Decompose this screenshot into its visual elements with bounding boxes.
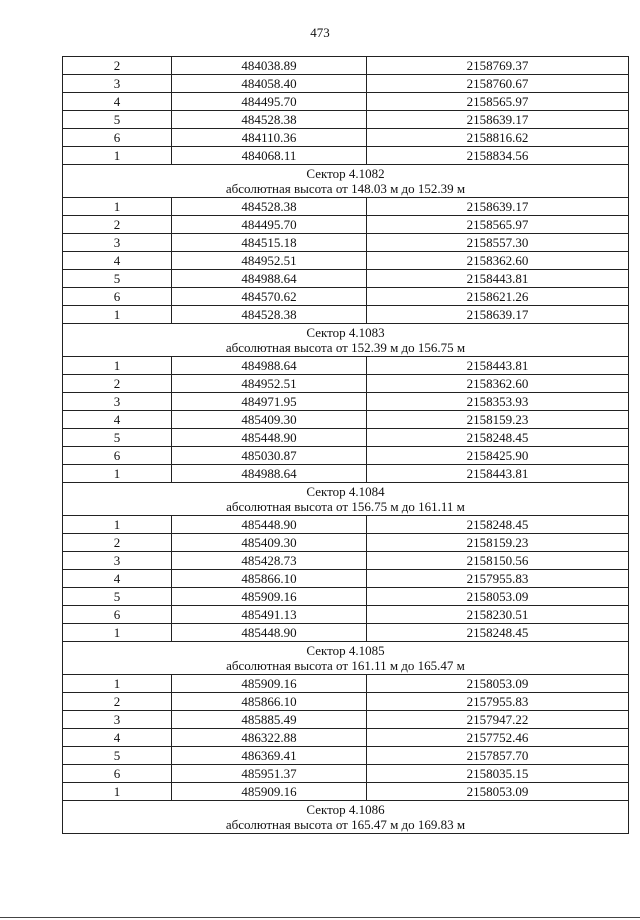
coordinate-x: 484528.38 [172,306,367,324]
coordinate-y: 2158565.97 [367,93,629,111]
sector-header-row [63,642,629,675]
table-row [63,57,629,75]
coordinate-y: 2158425.90 [367,447,629,465]
table-row [63,783,629,801]
coordinate-x: 484515.18 [172,234,367,252]
table-row [63,393,629,411]
coordinate-x: 484058.40 [172,75,367,93]
point-number: 1 [63,675,172,693]
table-row [63,375,629,393]
table-row [63,288,629,306]
coordinate-x: 484110.36 [172,129,367,147]
table-row [63,93,629,111]
coordinate-y: 2158639.17 [367,111,629,129]
point-number: 6 [63,765,172,783]
point-number: 5 [63,111,172,129]
coordinate-x: 484988.64 [172,465,367,483]
coordinate-x: 486369.41 [172,747,367,765]
coordinate-y: 2158639.17 [367,198,629,216]
table-row [63,693,629,711]
sector-title: Сектор 4.1083 [306,325,385,340]
sector-height-range: абсолютная высота от 152.39 м до 156.75 м [225,340,466,355]
point-number: 1 [63,783,172,801]
coordinate-y: 2158053.09 [367,588,629,606]
point-number: 5 [63,747,172,765]
sector-header-row [63,165,629,198]
coordinate-x: 484952.51 [172,375,367,393]
coordinate-y: 2158053.09 [367,675,629,693]
point-number: 4 [63,411,172,429]
coordinate-x: 485909.16 [172,783,367,801]
coordinate-x: 485909.16 [172,588,367,606]
sector-height-range: абсолютная высота от 148.03 м до 152.39 м [225,181,466,196]
coordinate-y: 2157947.22 [367,711,629,729]
coordinate-x: 484038.89 [172,57,367,75]
coordinate-x: 484068.11 [172,147,367,165]
coordinate-y: 2158362.60 [367,375,629,393]
coordinate-x: 484495.70 [172,93,367,111]
coordinate-y: 2158621.26 [367,288,629,306]
coordinate-y: 2158639.17 [367,306,629,324]
table-row [63,711,629,729]
coordinate-x: 485491.13 [172,606,367,624]
sector-header [63,483,629,516]
point-number: 1 [63,147,172,165]
sector-title: Сектор 4.1086 [306,802,385,817]
sector-title: Сектор 4.1082 [306,166,385,181]
sector-header [63,324,629,357]
table-row [63,747,629,765]
sector-title: Сектор 4.1084 [306,484,385,499]
point-number: 2 [63,57,172,75]
point-number: 1 [63,465,172,483]
coordinates-table [62,56,629,834]
table-row [63,588,629,606]
coordinate-y: 2157857.70 [367,747,629,765]
coordinate-y: 2158760.67 [367,75,629,93]
table-row [63,270,629,288]
coordinate-y: 2158248.45 [367,429,629,447]
point-number: 3 [63,234,172,252]
coordinate-x: 485909.16 [172,675,367,693]
coordinate-y: 2158565.97 [367,216,629,234]
sector-header-row [63,801,629,834]
coordinate-x: 485428.73 [172,552,367,570]
sector-title: Сектор 4.1085 [306,643,385,658]
sector-height-range: абсолютная высота от 156.75 м до 161.11 м [226,499,465,514]
table-row [63,606,629,624]
point-number: 1 [63,516,172,534]
coordinate-x: 485951.37 [172,765,367,783]
coordinate-y: 2157752.46 [367,729,629,747]
sector-header-row [63,483,629,516]
coordinate-x: 484570.62 [172,288,367,306]
coordinate-x: 485448.90 [172,624,367,642]
coordinate-y: 2158769.37 [367,57,629,75]
coordinate-x: 485409.30 [172,534,367,552]
coordinate-x: 485448.90 [172,516,367,534]
point-number: 6 [63,129,172,147]
coordinate-y: 2158443.81 [367,465,629,483]
table-row [63,129,629,147]
sector-header-row [63,324,629,357]
point-number: 3 [63,552,172,570]
point-number: 4 [63,570,172,588]
coordinate-y: 2157955.83 [367,693,629,711]
point-number: 2 [63,216,172,234]
point-number: 1 [63,198,172,216]
table-row [63,465,629,483]
point-number: 6 [63,288,172,306]
table-row [63,111,629,129]
table-row [63,675,629,693]
coordinate-y: 2158353.93 [367,393,629,411]
point-number: 4 [63,252,172,270]
coordinate-y: 2158834.56 [367,147,629,165]
point-number: 2 [63,693,172,711]
coordinate-y: 2158816.62 [367,129,629,147]
coordinate-x: 485030.87 [172,447,367,465]
coordinate-x: 484952.51 [172,252,367,270]
coordinate-y: 2158159.23 [367,534,629,552]
table-row [63,552,629,570]
table-row [63,447,629,465]
point-number: 2 [63,375,172,393]
coordinate-x: 485866.10 [172,693,367,711]
table-row [63,198,629,216]
point-number: 3 [63,393,172,411]
point-number: 6 [63,447,172,465]
table-row [63,534,629,552]
table-row [63,570,629,588]
coordinate-y: 2158150.56 [367,552,629,570]
table-row [63,252,629,270]
table-row [63,429,629,447]
table-row [63,234,629,252]
table-row [63,765,629,783]
coordinate-y: 2158053.09 [367,783,629,801]
point-number: 4 [63,729,172,747]
coordinate-y: 2158443.81 [367,270,629,288]
table-row [63,147,629,165]
point-number: 5 [63,588,172,606]
coordinate-y: 2158248.45 [367,516,629,534]
sector-header [63,165,629,198]
sector-height-range: абсолютная высота от 161.11 м до 165.47 м [226,658,465,673]
coordinate-x: 485448.90 [172,429,367,447]
point-number: 5 [63,270,172,288]
coordinate-x: 484528.38 [172,111,367,129]
coordinate-x: 484988.64 [172,270,367,288]
coordinate-x: 486322.88 [172,729,367,747]
point-number: 1 [63,357,172,375]
coordinate-y: 2158248.45 [367,624,629,642]
table-row [63,411,629,429]
table-row [63,624,629,642]
coordinate-y: 2158159.23 [367,411,629,429]
sector-height-range: абсолютная высота от 165.47 м до 169.83 м [225,817,466,832]
coordinate-y: 2158230.51 [367,606,629,624]
point-number: 1 [63,306,172,324]
coordinate-y: 2158557.30 [367,234,629,252]
coordinate-x: 485866.10 [172,570,367,588]
coordinate-x: 485409.30 [172,411,367,429]
point-number: 6 [63,606,172,624]
table-row [63,729,629,747]
page-number: 473 [310,25,330,40]
table-row [63,516,629,534]
coordinate-x: 485885.49 [172,711,367,729]
coordinate-x: 484495.70 [172,216,367,234]
coordinate-y: 2157955.83 [367,570,629,588]
sector-header [63,642,629,675]
point-number: 1 [63,624,172,642]
table-row [63,306,629,324]
coordinate-y: 2158362.60 [367,252,629,270]
sector-header [63,801,629,834]
point-number: 5 [63,429,172,447]
coordinate-y: 2158443.81 [367,357,629,375]
coordinate-x: 484971.95 [172,393,367,411]
coordinate-x: 484528.38 [172,198,367,216]
coordinate-x: 484988.64 [172,357,367,375]
coordinate-y: 2158035.15 [367,765,629,783]
coordinates-table-body [63,57,629,834]
table-row [63,357,629,375]
point-number: 3 [63,711,172,729]
point-number: 3 [63,75,172,93]
point-number: 2 [63,534,172,552]
page-bottom-edge [0,917,640,918]
table-row [63,75,629,93]
table-row [63,216,629,234]
point-number: 4 [63,93,172,111]
